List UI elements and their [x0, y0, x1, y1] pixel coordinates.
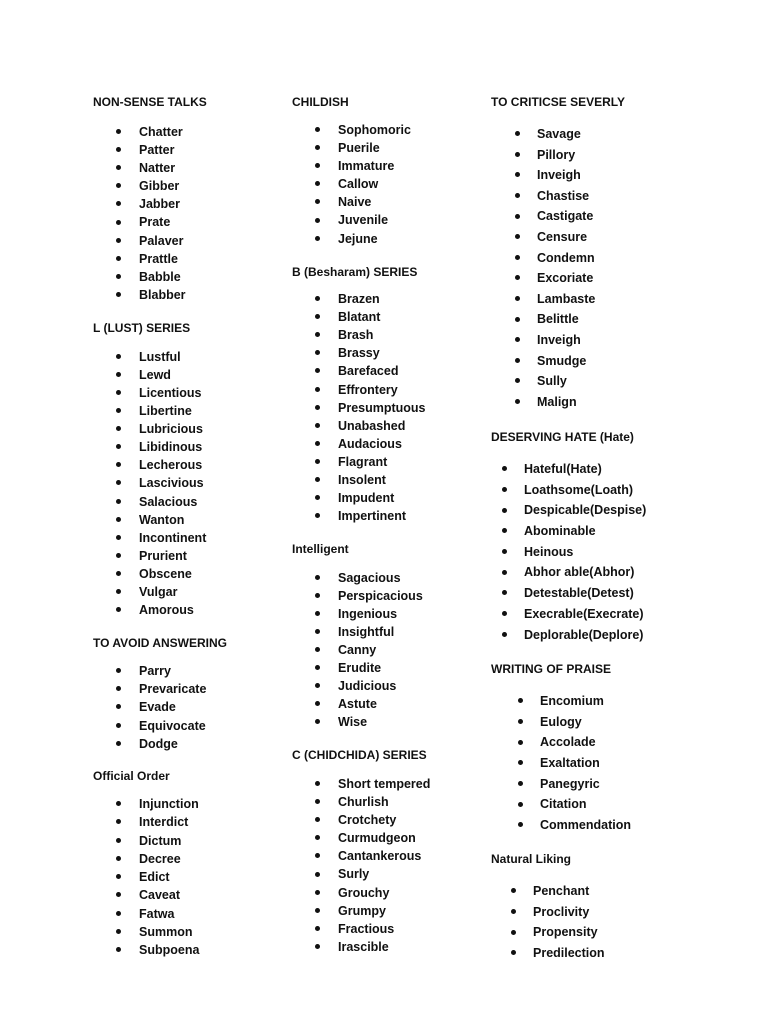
list-item: Grouchy	[292, 884, 482, 902]
section-heading: L (LUST) SERIES	[93, 321, 191, 335]
list-item: Exaltation	[491, 753, 761, 774]
list-item: Crotchety	[292, 811, 482, 829]
list-item: Encomium	[491, 691, 761, 712]
list-item: Palaver	[93, 232, 283, 250]
list-item: Barefaced	[292, 362, 482, 380]
list-item: Propensity	[491, 922, 761, 943]
list-item: Pillory	[491, 145, 761, 166]
list-item: Jabber	[93, 195, 283, 213]
bullet-list	[93, 123, 283, 304]
list-item: Detestable(Detest)	[491, 583, 761, 604]
bullet-list	[93, 795, 283, 959]
list-item: Loathsome(Loath)	[491, 480, 761, 501]
list-item: Immature	[292, 157, 482, 175]
list-item: Blabber	[93, 286, 283, 304]
list-item: Presumptuous	[292, 399, 482, 417]
list-item: Subpoena	[93, 941, 283, 959]
list-item: Churlish	[292, 793, 482, 811]
list-item: Surly	[292, 865, 482, 883]
bullet-list	[292, 290, 482, 525]
list-item: Inveigh	[491, 165, 761, 186]
section-heading: Official Order	[93, 769, 170, 783]
list-item: Abominable	[491, 521, 761, 542]
list-item: Brassy	[292, 344, 482, 362]
list-item: Lustful	[93, 348, 283, 366]
list-item: Equivocate	[93, 717, 283, 735]
bullet-list	[491, 124, 761, 412]
list-item: Belittle	[491, 309, 761, 330]
list-item: Deplorable(Deplore)	[491, 625, 761, 646]
list-item: Fractious	[292, 920, 482, 938]
list-item: Perspicacious	[292, 587, 482, 605]
bullet-list	[491, 459, 761, 645]
list-item: Commendation	[491, 815, 761, 836]
list-item: Execrable(Execrate)	[491, 604, 761, 625]
list-item: Insolent	[292, 471, 482, 489]
list-item: Panegyric	[491, 774, 761, 795]
list-item: Impertinent	[292, 507, 482, 525]
list-item: Libertine	[93, 402, 283, 420]
bullet-list	[292, 121, 482, 248]
list-item: Chatter	[93, 123, 283, 141]
list-item: Censure	[491, 227, 761, 248]
list-item: Abhor able(Abhor)	[491, 562, 761, 583]
list-item: Amorous	[93, 601, 283, 619]
list-item: Salacious	[93, 493, 283, 511]
section-heading: NON-SENSE TALKS	[93, 95, 207, 109]
section-heading: WRITING OF PRAISE	[491, 662, 611, 676]
list-item: Blatant	[292, 308, 482, 326]
list-item: Hateful(Hate)	[491, 459, 761, 480]
list-item: Unabashed	[292, 417, 482, 435]
list-item: Irascible	[292, 938, 482, 956]
list-item: Lascivious	[93, 474, 283, 492]
list-item: Evade	[93, 698, 283, 716]
list-item: Condemn	[491, 248, 761, 269]
list-item: Brash	[292, 326, 482, 344]
list-item: Wanton	[93, 511, 283, 529]
list-item: Ingenious	[292, 605, 482, 623]
list-item: Heinous	[491, 542, 761, 563]
list-item: Natter	[93, 159, 283, 177]
list-item: Prurient	[93, 547, 283, 565]
list-item: Despicable(Despise)	[491, 500, 761, 521]
list-item: Astute	[292, 695, 482, 713]
list-item: Jejune	[292, 230, 482, 248]
list-item: Patter	[93, 141, 283, 159]
list-item: Accolade	[491, 732, 761, 753]
list-item: Audacious	[292, 435, 482, 453]
list-item: Proclivity	[491, 902, 761, 923]
list-item: Obscene	[93, 565, 283, 583]
list-item: Lecherous	[93, 456, 283, 474]
list-item: Libidinous	[93, 438, 283, 456]
section-heading: CHILDISH	[292, 95, 349, 109]
list-item: Citation	[491, 794, 761, 815]
list-item: Callow	[292, 175, 482, 193]
section-heading: DESERVING HATE (Hate)	[491, 430, 634, 444]
list-item: Predilection	[491, 943, 761, 964]
list-item: Puerile	[292, 139, 482, 157]
list-item: Sagacious	[292, 569, 482, 587]
list-item: Sully	[491, 371, 761, 392]
list-item: Edict	[93, 868, 283, 886]
list-item: Interdict	[93, 813, 283, 831]
section-heading: B (Besharam) SERIES	[292, 265, 418, 279]
list-item: Grumpy	[292, 902, 482, 920]
list-item: Eulogy	[491, 712, 761, 733]
list-item: Incontinent	[93, 529, 283, 547]
list-item: Sophomoric	[292, 121, 482, 139]
list-item: Erudite	[292, 659, 482, 677]
list-item: Judicious	[292, 677, 482, 695]
list-item: Caveat	[93, 886, 283, 904]
list-item: Cantankerous	[292, 847, 482, 865]
list-item: Penchant	[491, 881, 761, 902]
list-item: Smudge	[491, 351, 761, 372]
list-item: Flagrant	[292, 453, 482, 471]
list-item: Impudent	[292, 489, 482, 507]
list-item: Castigate	[491, 206, 761, 227]
list-item: Summon	[93, 923, 283, 941]
list-item: Dictum	[93, 832, 283, 850]
list-item: Curmudgeon	[292, 829, 482, 847]
list-item: Wise	[292, 713, 482, 731]
list-item: Canny	[292, 641, 482, 659]
list-item: Short tempered	[292, 775, 482, 793]
list-item: Savage	[491, 124, 761, 145]
section-heading: Natural Liking	[491, 852, 572, 866]
list-item: Vulgar	[93, 583, 283, 601]
list-item: Insightful	[292, 623, 482, 641]
bullet-list	[491, 691, 761, 836]
list-item: Inveigh	[491, 330, 761, 351]
list-item: Juvenile	[292, 211, 482, 229]
list-item: Prevaricate	[93, 680, 283, 698]
list-item: Injunction	[93, 795, 283, 813]
bullet-list	[491, 881, 761, 964]
list-item: Brazen	[292, 290, 482, 308]
list-item: Fatwa	[93, 905, 283, 923]
list-item: Gibber	[93, 177, 283, 195]
bullet-list	[93, 662, 283, 753]
bullet-list	[93, 348, 283, 619]
section-heading: Intelligent	[292, 542, 349, 556]
bullet-list	[292, 569, 482, 731]
list-item: Parry	[93, 662, 283, 680]
list-item: Chastise	[491, 186, 761, 207]
list-item: Lewd	[93, 366, 283, 384]
section-heading: TO CRITICSE SEVERLY	[491, 95, 626, 109]
list-item: Excoriate	[491, 268, 761, 289]
list-item: Lambaste	[491, 289, 761, 310]
list-item: Prate	[93, 213, 283, 231]
list-item: Malign	[491, 392, 761, 413]
list-item: Prattle	[93, 250, 283, 268]
list-item: Lubricious	[93, 420, 283, 438]
list-item: Naive	[292, 193, 482, 211]
list-item: Dodge	[93, 735, 283, 753]
section-heading: TO AVOID ANSWERING	[93, 636, 228, 650]
bullet-list	[292, 775, 482, 956]
list-item: Decree	[93, 850, 283, 868]
list-item: Licentious	[93, 384, 283, 402]
list-item: Effrontery	[292, 381, 482, 399]
section-heading: C (CHIDCHIDA) SERIES	[292, 748, 427, 762]
list-item: Babble	[93, 268, 283, 286]
